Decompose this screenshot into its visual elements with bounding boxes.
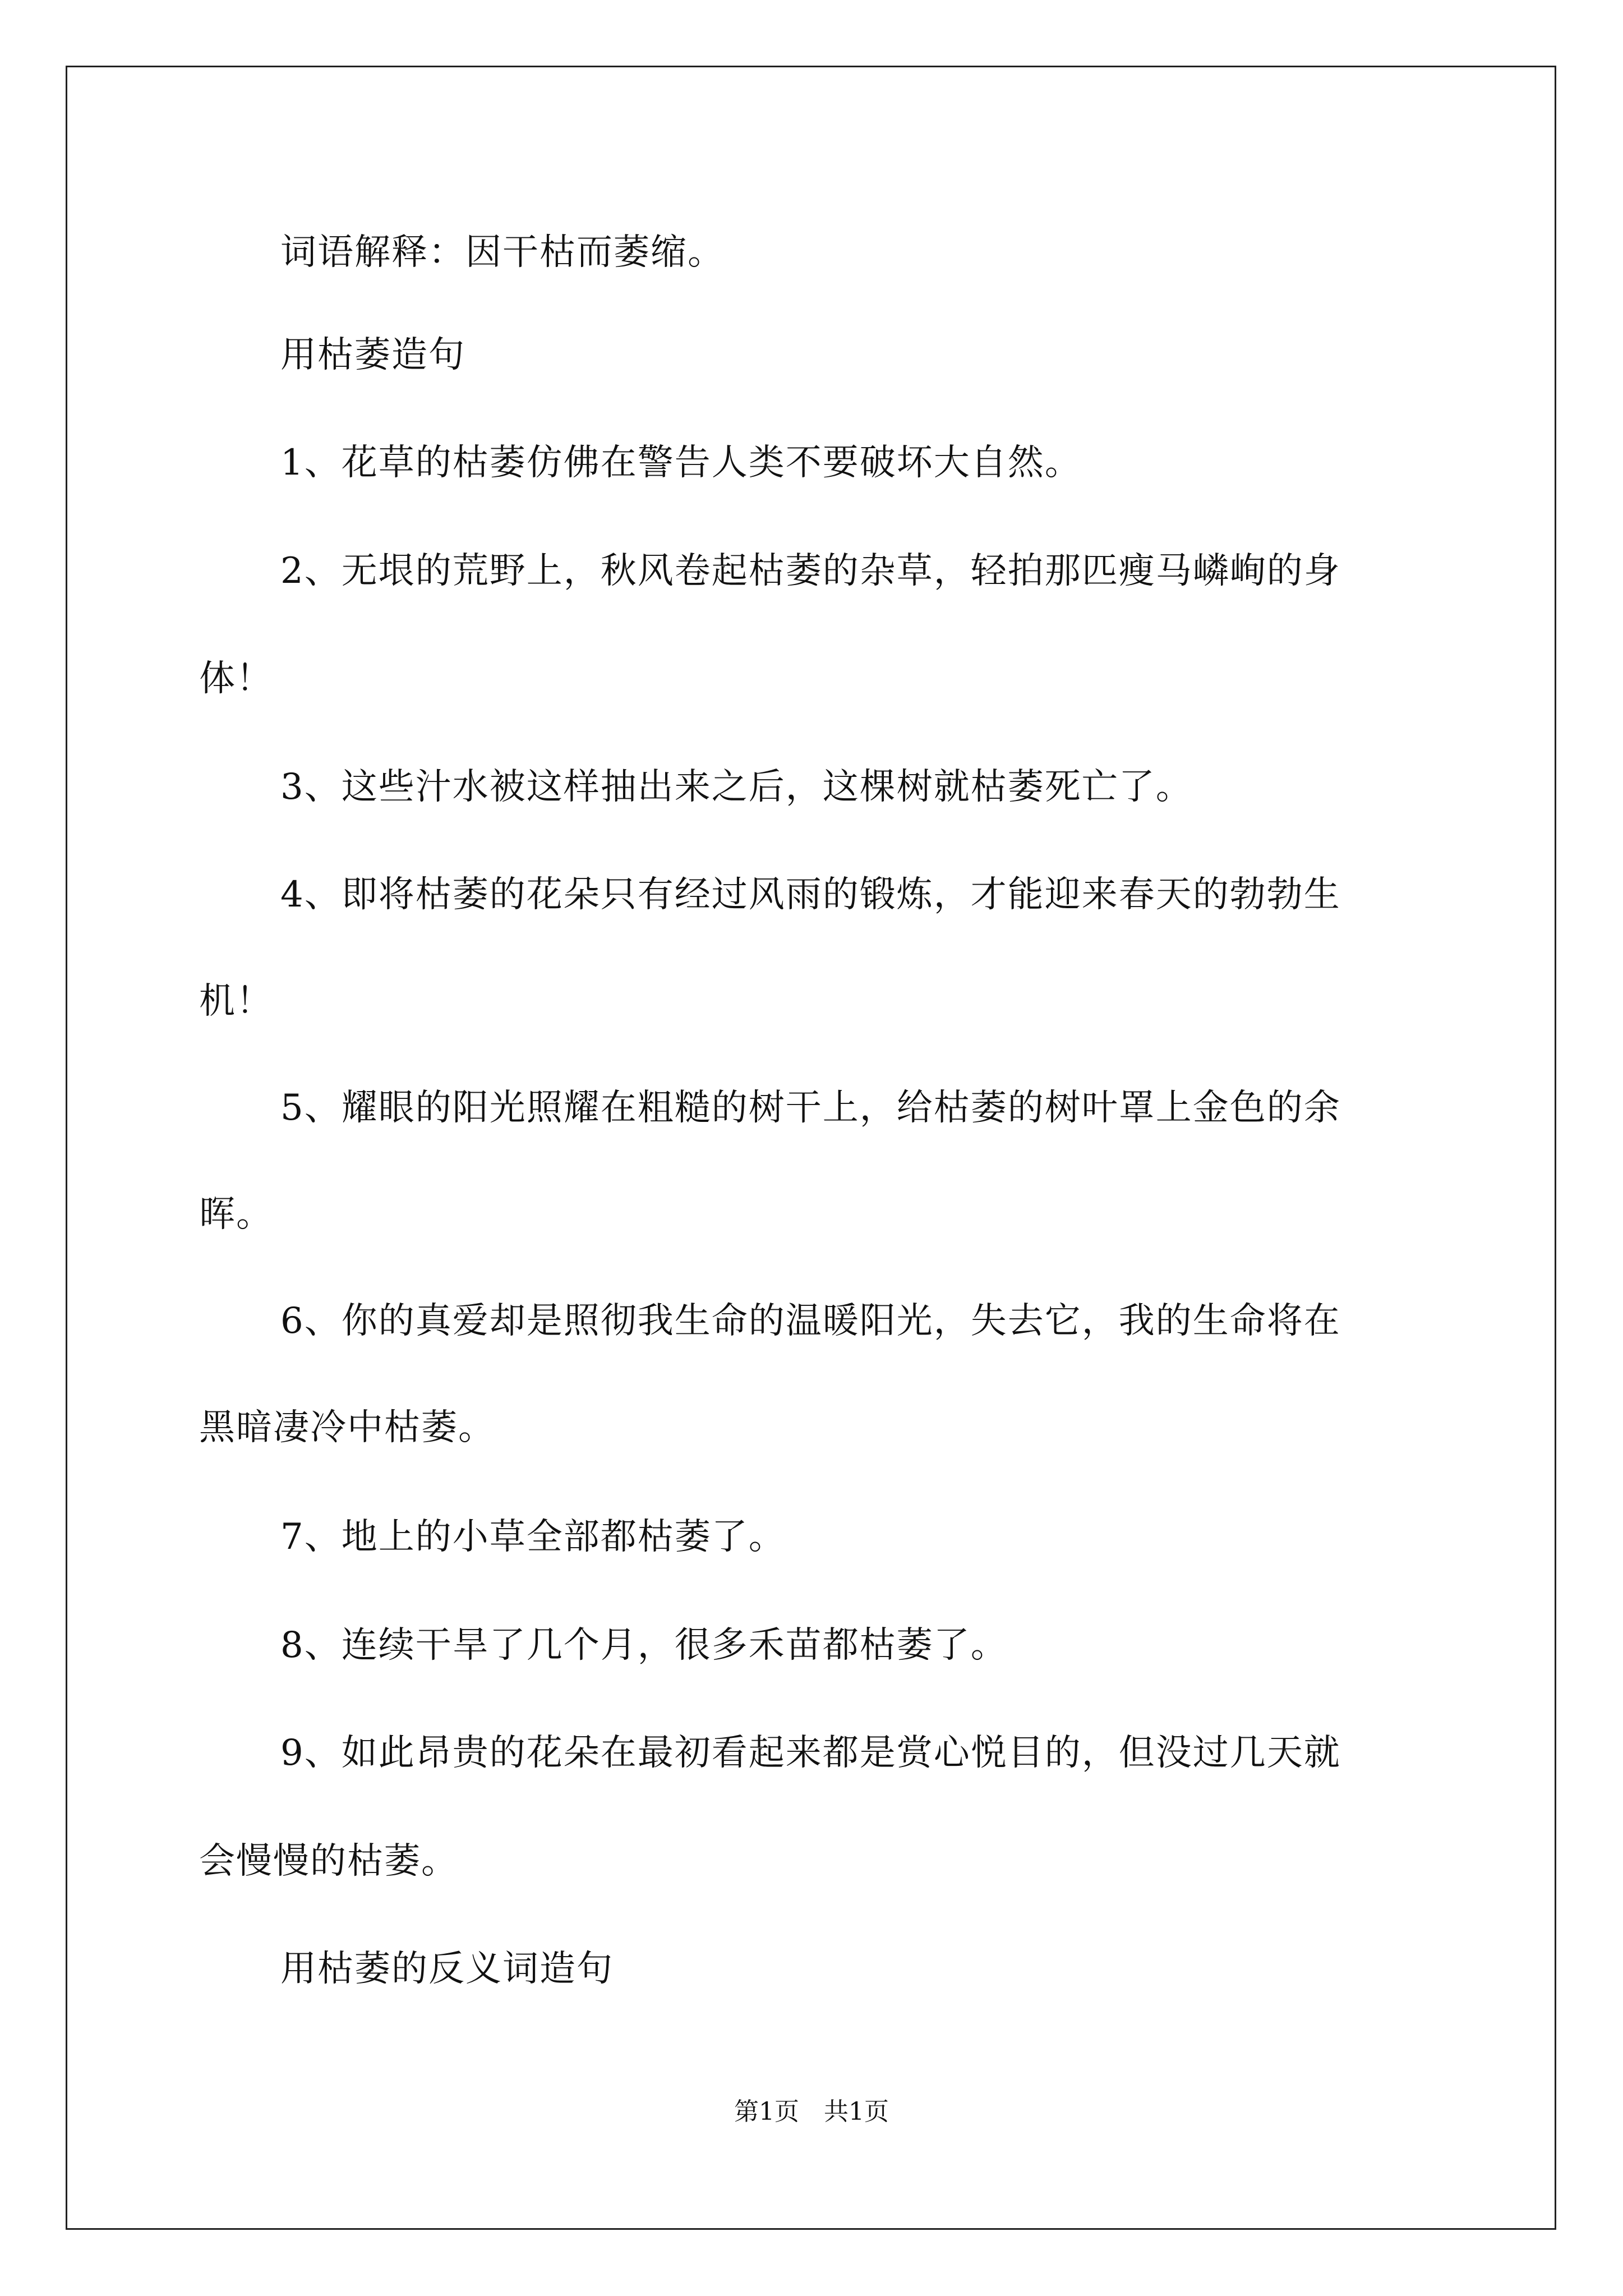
sentence-line: 2、无垠的荒野上，秋风卷起枯萎的杂草，轻拍那匹瘦马嶙峋的身 <box>280 550 1341 592</box>
sentence-line: 1、花草的枯萎仿佛在警告人类不要破坏大自然。 <box>280 442 1082 484</box>
sentence-line: 7、地上的小草全部都枯萎了。 <box>280 1516 786 1558</box>
page-border <box>66 66 1556 2230</box>
sentence-line-continued: 会慢慢的枯萎。 <box>199 1841 458 1882</box>
sentence-line: 6、你的真爱却是照彻我生命的温暖阳光，失去它，我的生命将在 <box>280 1300 1341 1342</box>
section-heading: 用枯萎造句 <box>280 334 465 376</box>
definition-text: 词语解释：因干枯而萎缩。 <box>280 232 725 273</box>
sentence-line-continued: 晖。 <box>199 1194 273 1235</box>
page-footer: 第1页 共1页 <box>734 2097 889 2126</box>
sentence-line-continued: 体！ <box>199 658 273 700</box>
sentence-line: 9、如此昂贵的花朵在最初看起来都是赏心悦目的，但没过几天就 <box>280 1732 1341 1774</box>
sentence-line: 8、连续干旱了几个月，很多禾苗都枯萎了。 <box>280 1625 1008 1666</box>
sentence-line: 3、这些汁水被这样抽出来之后，这棵树就枯萎死亡了。 <box>280 766 1193 808</box>
sentence-line: 5、耀眼的阳光照耀在粗糙的树干上，给枯萎的树叶罩上金色的余 <box>280 1087 1341 1129</box>
sentence-line-continued: 机！ <box>199 981 273 1022</box>
sentence-line: 4、即将枯萎的花朵只有经过风雨的锻炼，才能迎来春天的勃勃生 <box>280 874 1341 915</box>
section-heading: 用枯萎的反义词造句 <box>280 1948 614 1990</box>
sentence-line-continued: 黑暗凄冷中枯萎。 <box>199 1407 495 1448</box>
